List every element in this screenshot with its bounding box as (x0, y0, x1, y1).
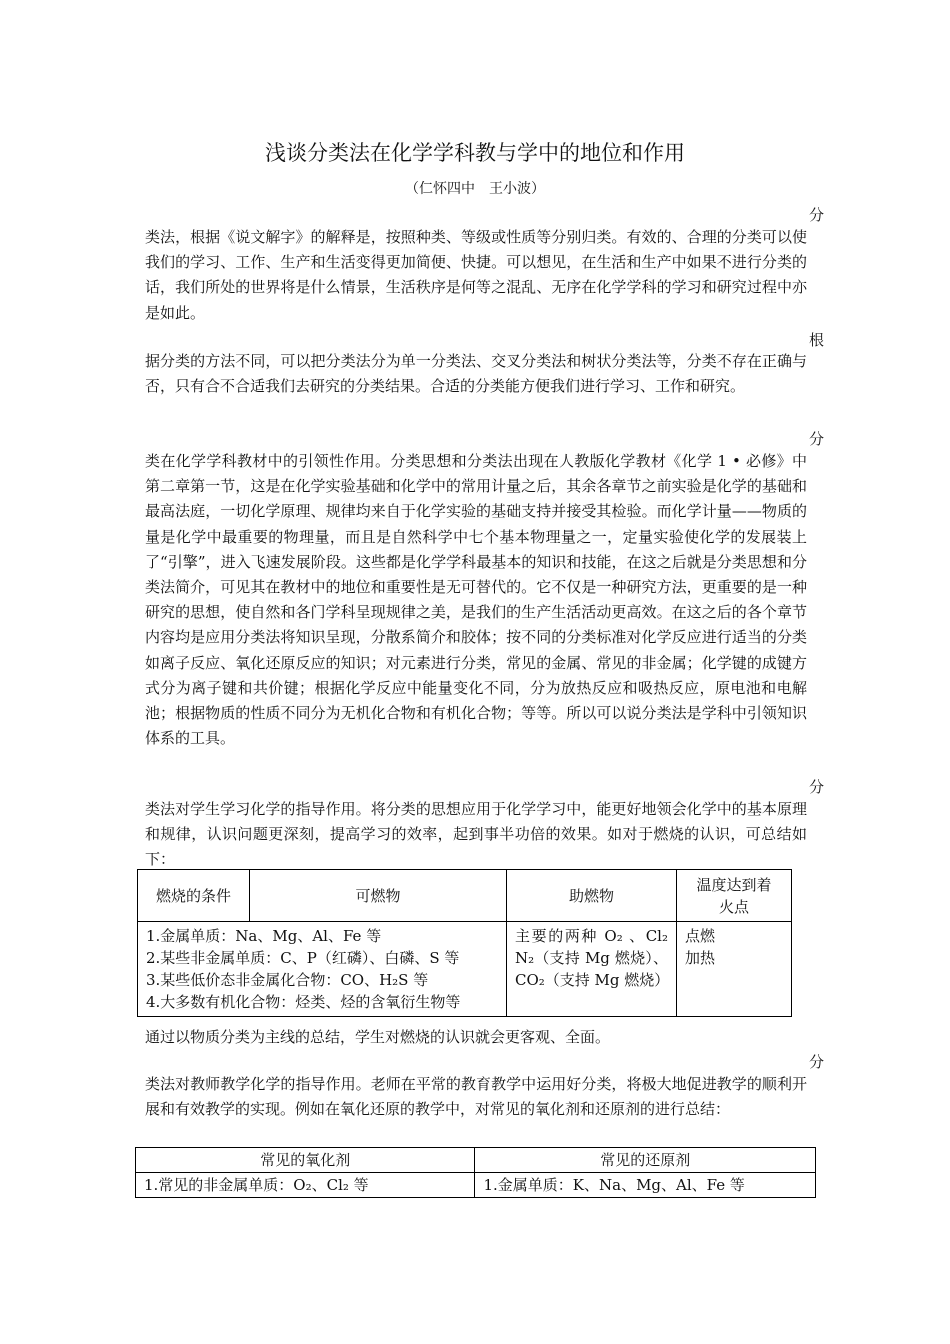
paragraph-1: 类法，根据《说文解字》的解释是，按照种类、等级或性质等分别归类。有效的、合理的分类可以使我们的学习、工作、生产和生活变得更加简便、快捷。可以想见，在生活和生产中如果不进行分类的话，我们所处的世界将是什么情景，生活秩序是何等之混乱、无序在化学学科的学习和研究过程中亦是如此。 (145, 228, 807, 322)
redox-header-row (136, 1148, 816, 1173)
combustible-item: 3.某些低价态非金属化合物：CO、H₂S 等 (146, 971, 429, 989)
combustion-table (137, 869, 792, 1017)
paragraph-4: 类法对学生学习化学的指导作用。将分类的思想应用于化学学习中，能更好地领会化学中的基本原理和规律，认识问题更深刻，提高学习的效率，起到事半功倍的效果。如对于燃烧的认识，可总结如下： (145, 800, 807, 869)
after-table-text: 通过以物质分类为主线的总结，学生对燃烧的认识就会更客观、全面。 (145, 1028, 611, 1046)
paragraph-5: 类法对教师教学化学的指导作用。老师在平常的教育教学中运用好分类，将极大地促进教学的顺利开展和有效教学的实现。例如在氧化还原的教学中，对常见的氧化剂和还原剂的进行总结： (145, 1075, 807, 1119)
dropcap-4: 分 (808, 778, 824, 796)
dropcap-5: 分 (808, 1053, 824, 1071)
oxidant-item: 1.常见的非金属单质：O₂、Cl₂ 等 (136, 1173, 475, 1198)
author-line: （仁怀四中 王小波） (405, 181, 545, 197)
combustible-item: 2.某些非金属单质：C、P（红磷）、白磷、S 等 (146, 949, 460, 967)
header-condition: 燃烧的条件 (138, 870, 250, 922)
temperature-item: 加热 (685, 949, 716, 967)
combustibles-cell (138, 922, 507, 1017)
dropcap-3: 分 (808, 430, 824, 448)
combustion-body-row (138, 922, 792, 1017)
header-ignition-temperature: 温度达到着火点 (677, 870, 792, 922)
redox-row-1 (136, 1173, 816, 1198)
temperature-item: 点燃 (685, 927, 716, 945)
paragraph-3: 类在化学学科教材中的引领性作用。分类思想和分类法出现在人教版化学教材《化学 1 • 必修》中第二章第一节，这是在化学实验基础和化学中的常用计量之后，其余各章节之前实验是化学的基础和最高法庭，一切化学原理、规律均来自于化学实验的基础支持并接受其检验。而化学计量——物质的量是化学中最重要的物理量，而且是自然科学中七个基本物理量之一，定量实验使化学的发展装上了“引擎”，进入飞速发展阶段。这些都是化学学科最基本的知识和技能，在这之后就是分类思想和分类法简介，可见其在教材中的地位和重要性是无可替代的。它不仅是一种研究方法，更重要的是一种研究的思想，使自然和各门学科呈现规律之美，是我们的生产生活活动更高效。在这之后的各个章节内容均是应用分类法将知识呈现，分散系简介和胶体；按不同的分类标准对化学反应进行适当的分类如离子反应、氧化还原反应的知识；对元素进行分类，常见的金属、常见的非金属；化学键的成键方式分为离子键和共价键；根据化学反应中能量变化不同，分为放热反应和吸热反应，原电池和电解池；根据物质的性质不同分为无机化合物和有机化合物；等等。所以可以说分类法是学科中引领知识体系的工具。 (145, 452, 807, 748)
redox-table (135, 1147, 816, 1198)
combustion-header-row (138, 870, 792, 922)
header-oxidant: 常见的氧化剂 (136, 1148, 475, 1173)
reductant-item: 1.金属单质：K、Na、Mg、Al、Fe 等 (475, 1173, 816, 1198)
dropcap-1: 分 (808, 206, 824, 224)
header-oxidizer: 助燃物 (507, 870, 677, 922)
header-combustible: 可燃物 (250, 870, 507, 922)
paragraph-2: 据分类的方法不同，可以把分类法分为单一分类法、交叉分类法和树状分类法等，分类不存在正确与否，只有合不合适我们去研究的分类结果。合适的分类能方便我们进行学习、工作和研究。 (145, 352, 807, 396)
dropcap-2: 根 (808, 331, 824, 349)
page-title: 浅谈分类法在化学学科教与学中的地位和作用 (265, 141, 685, 165)
combustible-item: 1.金属单质：Na、Mg、Al、Fe 等 (146, 927, 382, 945)
combustible-item: 4.大多数有机化合物：烃类、烃的含氧衍生物等 (146, 993, 461, 1011)
header-reductant: 常见的还原剂 (475, 1148, 816, 1173)
temperature-cell (677, 922, 792, 1017)
oxidizer-cell: 主要的两种 O₂ 、Cl₂ N₂（支持 Mg 燃烧）、CO₂（支持 Mg 燃烧） (507, 922, 677, 1017)
